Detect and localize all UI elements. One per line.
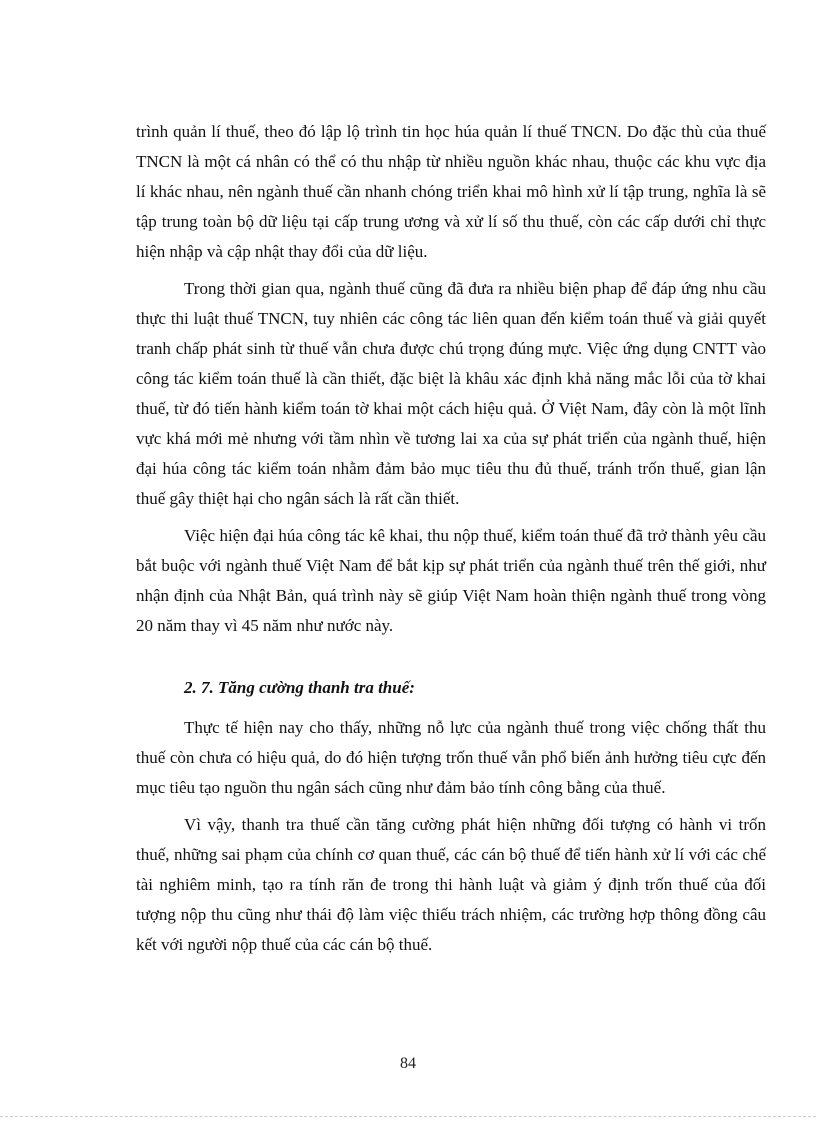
body-text-top: [136, 117, 766, 641]
body-text-bottom: [136, 713, 766, 960]
page-bottom-divider: [0, 1116, 816, 1117]
paragraph-3: Việc hiện đại húa công tác kê khai, thu nộp thuế, kiểm toán thuế đã trở thành yêu cầu bắt buộc với ngành thuế Việt Nam để bắt kịp sự phát triển của ngành thuế trên thế giới, như nhận định của Nhật Bản, quá trình này sẽ giúp Việt Nam hoàn thiện ngành thuế trong vòng 20 năm thay vì 45 năm như nước này.: [136, 526, 766, 635]
paragraph-2: Trong thời gian qua, ngành thuế cũng đã đưa ra nhiều biện phap để đáp ứng nhu cầu thực thi luật thuế TNCN, tuy nhiên các công tác liên quan đến kiểm toán thuế và giải quyết tranh chấp phát sinh từ thuế vẫn chưa được chú trọng đúng mực. Việc ứng dụng CNTT vào công tác kiểm toán thuế là cần thiết, đặc biệt là khâu xác định khả năng mắc lỗi của tờ khai thuế, từ đó tiến hành kiểm toán tờ khai một cách hiệu quả. Ở Việt Nam, đây còn là một lĩnh vực khá mới mẻ nhưng với tầm nhìn về tương lai xa của sự phát triển của ngành thuế, hiện đại húa công tác kiểm toán nhằm đảm bảo mục tiêu thu đủ thuế, tránh trốn thuế, gian lận thuế gây thiệt hại cho ngân sách là rất cần thiết.: [136, 279, 766, 508]
paragraph-5: Vì vậy, thanh tra thuế cần tăng cường phát hiện những đối tượng có hành vi trốn thuế, những sai phạm của chính cơ quan thuế, các cán bộ thuế để tiến hành xử lí với các chế tài nghiêm minh, tạo ra tính răn đe trong thi hành luật và giảm ý định trốn thuế của đối tượng nộp thu cũng như thái độ làm việc thiếu trách nhiệm, các trường hợp thông đồng câu kết với người nộp thuế của các cán bộ thuế.: [136, 815, 766, 954]
section-heading: 2. 7. Tăng cường thanh tra thuế:: [184, 678, 415, 697]
paragraph-4: Thực tế hiện nay cho thấy, những nỗ lực của ngành thuế trong việc chống thất thu thuế còn chưa có hiệu quả, do đó hiện tượng trốn thuế vẫn phổ biến ảnh hưởng tiêu cực đến mục tiêu tạo nguồn thu ngân sách cũng như đảm bảo tính công bằng của thuế.: [136, 718, 766, 797]
page-number: 84: [400, 1055, 416, 1072]
paragraph-1: trình quản lí thuế, theo đó lập lộ trình tin học húa quản lí thuế TNCN. Do đặc thù của thuế TNCN là một cá nhân có thể có thu nhập từ nhiều nguồn khác nhau, thuộc các khu vực địa lí khác nhau, nên ngành thuế cần nhanh chóng triển khai mô hình xử lí tập trung, nghĩa là sẽ tập trung toàn bộ dữ liệu tại cấp trung ương và xử lí số thu thuế, còn các cấp dưới chỉ thực hiện nhập và cập nhật thay đổi của dữ liệu.: [136, 122, 766, 261]
